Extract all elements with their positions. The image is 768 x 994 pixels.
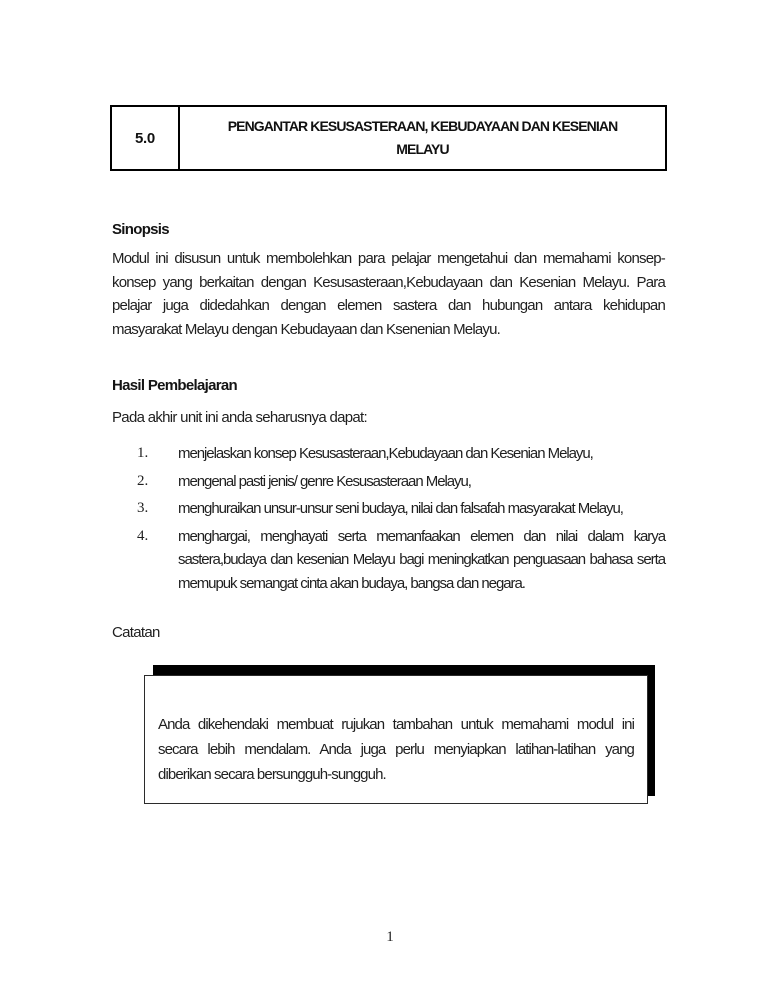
page-number: 1 xyxy=(386,929,394,945)
list-item xyxy=(137,442,665,466)
list-item-text: mengenal pasti jenis/ genre Kesusasteraan Melayu, xyxy=(178,472,471,490)
catatan-heading: Catatan xyxy=(112,624,160,641)
list-item-number: 2. xyxy=(137,472,149,489)
list-item xyxy=(137,470,665,494)
unit-title xyxy=(180,107,665,169)
sinopsis-heading: Sinopsis xyxy=(112,221,169,238)
list-item-text: menjelaskan konsep Kesusasteraan,Kebudayaan dan Kesenian Melayu, xyxy=(178,445,593,462)
learning-outcomes-intro: Pada akhir unit ini anda seharusnya dapat: xyxy=(112,409,367,426)
learning-outcomes-heading: Hasil Pembelajaran xyxy=(112,377,237,394)
note-box xyxy=(144,675,648,804)
learning-outcomes-list xyxy=(137,442,665,599)
sinopsis-paragraph: Modul ini disusun untuk membolehkan para pelajar mengetahui dan memahami konsep-konsep yang berkaitan dengan Kesusasteraan,Kebudayaan dan Kesenian Melayu. Para pelajar juga didedahkan dengan elemen sastera dan hubungan antara kehidupan masyarakat Melayu dengan Kebudayaan dan Ksenenian Melayu. xyxy=(112,250,665,338)
unit-title-line-2: MELAYU xyxy=(396,141,449,157)
header-table xyxy=(110,105,667,171)
list-item-number: 3. xyxy=(137,500,149,516)
list-item xyxy=(137,525,665,596)
unit-code: 5.0 xyxy=(112,107,180,169)
list-item xyxy=(137,497,665,521)
list-item-number: 4. xyxy=(137,527,149,544)
note-text: Anda dikehendaki membuat rujukan tambahan untuk memahami modul ini secara lebih mendalam. Anda juga perlu menyiapkan latihan-latihan yang diberikan secara bersungguh-sungguh. xyxy=(158,716,634,783)
list-item-number: 1. xyxy=(137,445,149,461)
list-item-text: menghargai, menghayati serta memanfaakan elemen dan nilai dalam karya sastera,budaya dan kesenian Melayu bagi meningkatkan penguasaan bahasa serta memupuk semangat cinta akan budaya, bangsa dan negara. xyxy=(178,527,665,592)
list-item-text: menghuraikan unsur-unsur seni budaya, nilai dan falsafah masyarakat Melayu, xyxy=(178,500,623,517)
unit-title-line-1: PENGANTAR KESUSASTERAAN, KEBUDAYAAN DAN KESENIAN xyxy=(227,118,618,134)
